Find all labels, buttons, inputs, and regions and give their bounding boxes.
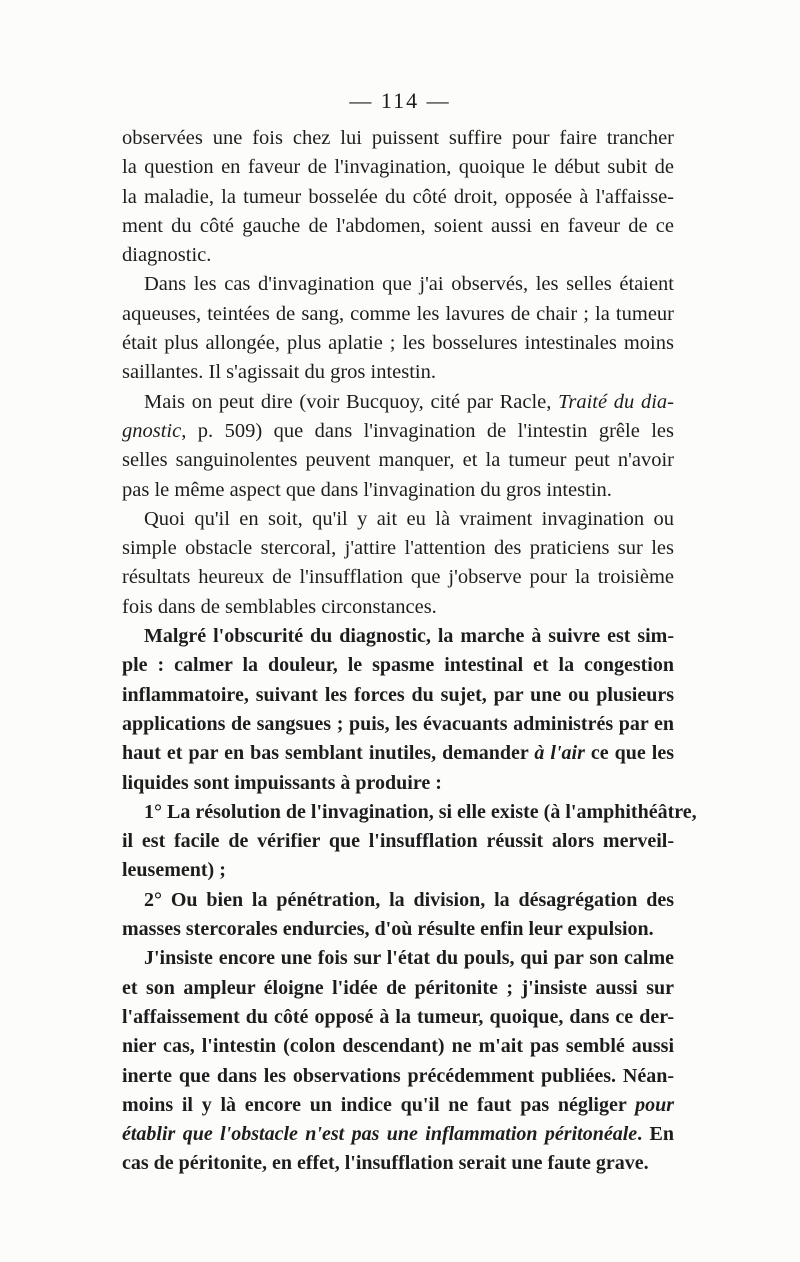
text-line: leusement) ; xyxy=(122,859,226,882)
text-line xyxy=(122,417,674,446)
text-line: nier cas, l'intestin (colon descendant) ne m'ait pas semblé aussi xyxy=(122,1035,674,1058)
text-line: Dans les cas d'invagination que j'ai observés, les selles étaient xyxy=(144,273,674,296)
text-line: cas de péritonite, en effet, l'insufflation serait une faute grave. xyxy=(122,1152,649,1175)
text-line: fois dans de semblables circonstances. xyxy=(122,595,437,618)
text-line: J'insiste encore une fois sur l'état du pouls, qui par son calme xyxy=(144,947,674,970)
text-line: Malgré l'obscurité du diagnostic, la marche à suivre est sim- xyxy=(144,625,674,648)
italic-text-segment: Traité du dia- xyxy=(558,390,675,413)
text-segment: moins il y là encore un indice qu'il ne faut pas négliger xyxy=(122,1093,636,1116)
text-segment: . En xyxy=(637,1123,674,1146)
text-line: inflammatoire, suivant les forces du sujet, par une ou plusieurs xyxy=(122,683,674,706)
text-segment: haut et par en bas semblant inutiles, demander xyxy=(122,742,535,765)
text-line: aqueuses, teintées de sang, comme les lavures de chair ; la tumeur xyxy=(122,302,674,325)
text-line: ple : calmer la douleur, le spasme intestinal et la congestion xyxy=(122,654,674,677)
text-line: Quoi qu'il en soit, qu'il y ait eu là vraiment invagination ou xyxy=(144,507,674,530)
text-line: ment du côté gauche de l'abdomen, soient aussi en faveur de ce xyxy=(122,214,674,237)
text-line: résultats heureux de l'insufflation que j'observe pour la troisième xyxy=(122,566,674,589)
text-segment: Mais on peut dire (voir Bucquoy, cité par Racle, xyxy=(144,390,559,413)
text-line: diagnostic. xyxy=(122,244,212,267)
body-text xyxy=(122,124,697,1179)
text-line: était plus allongée, plus aplatie ; les bosselures intestinales moins xyxy=(122,332,674,355)
text-segment: , p. 509) que dans l'invagination de l'intestin grêle les xyxy=(181,419,674,442)
text-line: l'affaissement du côté opposé à la tumeur, quoique, dans ce der- xyxy=(122,1005,674,1028)
page-number: — 114 — xyxy=(349,88,451,113)
text-line xyxy=(122,388,674,417)
text-line: la maladie, la tumeur bosselée du côté droit, opposée à l'affaisse- xyxy=(122,185,674,208)
text-line: et son ampleur éloigne l'idée de péritonite ; j'insiste aussi sur xyxy=(122,976,674,999)
text-line: pas le même aspect que dans l'invagination du gros intestin. xyxy=(122,478,612,501)
text-line: la question en faveur de l'invagination, quoique le début subit de xyxy=(122,156,674,179)
text-line: masses stercorales endurcies, d'où résulte enfin leur expulsion. xyxy=(122,918,654,941)
italic-text-segment: établir que l'obstacle n'est pas une inflammation péritonéale xyxy=(122,1123,638,1146)
text-line: 2° Ou bien la pénétration, la division, la désagrégation des xyxy=(144,888,674,911)
text-line: applications de sangsues ; puis, les évacuants administrés par en xyxy=(122,712,674,735)
italic-text-segment: gnostic xyxy=(122,419,182,442)
text-line: simple obstacle stercoral, j'attire l'attention des praticiens sur les xyxy=(122,537,674,560)
text-line xyxy=(122,1120,674,1149)
text-line: selles sanguinolentes peuvent manquer, et la tumeur peut n'avoir xyxy=(122,449,674,472)
text-line: observées une fois chez lui puissent suffire pour faire trancher xyxy=(122,127,674,149)
text-line: liquides sont impuissants à produire : xyxy=(122,771,442,794)
text-segment: ce que les xyxy=(584,742,675,765)
italic-text-segment: à l'air xyxy=(534,742,585,765)
text-line xyxy=(122,739,674,768)
text-line: inerte que dans les observations précédemment publiées. Néan- xyxy=(122,1064,674,1087)
text-line: il est facile de vérifier que l'insufflation réussit alors merveil- xyxy=(122,830,674,853)
text-line: 1° La résolution de l'invagination, si elle existe (à l'amphithéâtre, xyxy=(144,800,697,823)
text-line: saillantes. Il s'agissait du gros intestin. xyxy=(122,361,437,384)
italic-text-segment: pour xyxy=(635,1093,674,1116)
text-line xyxy=(122,1091,674,1120)
